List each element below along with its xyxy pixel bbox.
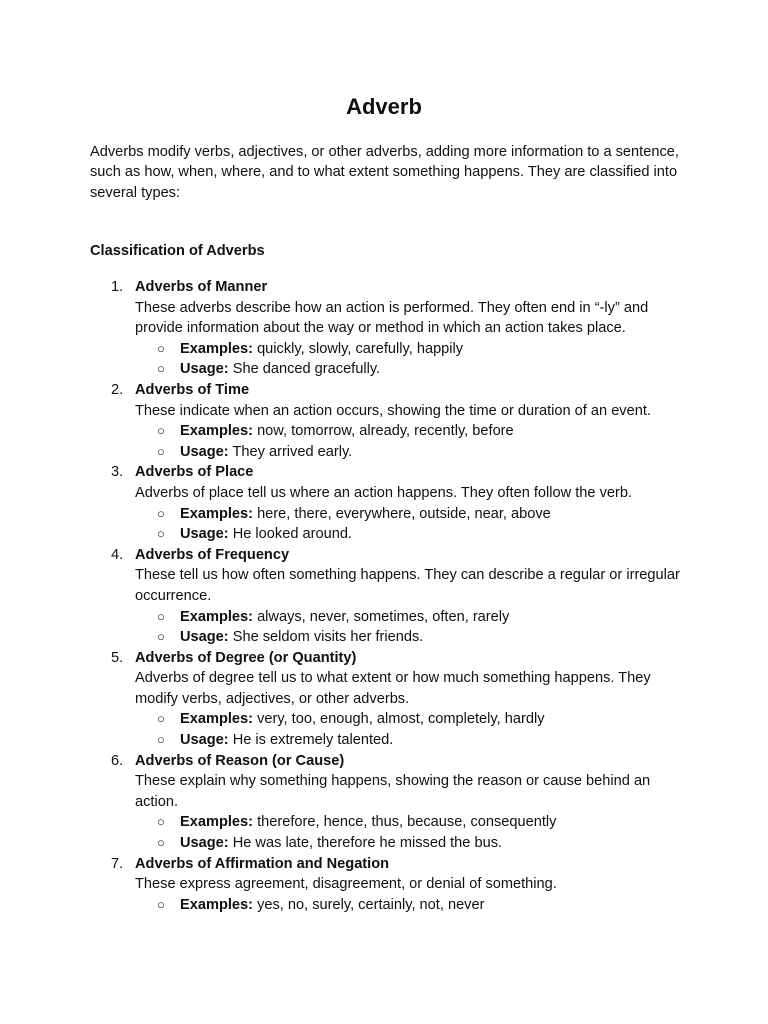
usage-text: He was late, therefore he missed the bus.	[228, 835, 503, 852]
usage-label: Usage:	[180, 835, 229, 852]
usage-row	[135, 359, 690, 380]
usage-text: He looked around.	[228, 526, 352, 543]
hollow-bullet-icon: ○	[157, 505, 165, 521]
hollow-bullet-icon: ○	[157, 896, 165, 912]
detail-list	[135, 895, 690, 916]
adverb-type-description: These explain why something happens, showing the reason or cause behind an action.	[135, 773, 651, 810]
list-item	[90, 545, 690, 648]
list-item	[90, 462, 690, 544]
usage-row	[135, 833, 690, 854]
adverb-type-name: Adverbs of Affirmation and Negation	[135, 855, 390, 872]
detail-list	[135, 709, 690, 750]
usage-text: She seldom visits her friends.	[228, 629, 424, 646]
usage-row	[135, 627, 690, 648]
detail-list	[135, 421, 690, 462]
adverb-type-description: These express agreement, disagreement, or denial of something.	[135, 876, 557, 893]
adverb-type-name: Adverbs of Manner	[135, 279, 268, 295]
list-item-number: 3.	[111, 464, 124, 481]
list-item-number: 6.	[111, 752, 124, 769]
adverb-type-name: Adverbs of Place	[135, 464, 254, 481]
list-item-number: 7.	[111, 855, 124, 872]
hollow-bullet-icon: ○	[157, 629, 165, 645]
adverb-type-description: These indicate when an action occurs, showing the time or duration of an event.	[135, 402, 651, 419]
adverb-type-name: Adverbs of Frequency	[135, 546, 290, 563]
adverb-type-description: These adverbs describe how an action is performed. They often end in “-ly” and provide information about the way or method in which an action takes place.	[135, 299, 649, 337]
examples-label: Examples:	[180, 505, 254, 522]
list-item	[90, 380, 690, 462]
adverb-type-description: These tell us how often something happens. They can describe a regular or irregular occurrence.	[135, 567, 680, 604]
examples-label: Examples:	[180, 896, 254, 913]
adverb-type-name: Adverbs of Reason (or Cause)	[135, 752, 345, 769]
detail-list	[135, 812, 690, 853]
usage-text: They arrived early.	[228, 443, 353, 460]
detail-list	[135, 607, 690, 648]
section-heading: Classification of Adverbs	[90, 243, 265, 259]
list-item-number: 5.	[111, 649, 124, 666]
examples-text: here, there, everywhere, outside, near, above	[253, 505, 551, 522]
examples-text: very, too, enough, almost, completely, hardly	[253, 711, 545, 728]
examples-label: Examples:	[180, 814, 254, 831]
adverb-types-list	[90, 277, 690, 915]
adverb-type-name: Adverbs of Time	[135, 381, 250, 398]
hollow-bullet-icon: ○	[157, 814, 165, 830]
usage-text: She danced gracefully.	[228, 361, 381, 378]
hollow-bullet-icon: ○	[157, 526, 165, 542]
examples-row	[135, 895, 690, 916]
examples-label: Examples:	[180, 608, 254, 625]
intro-paragraph: Adverbs modify verbs, adjectives, or other adverbs, adding more information to a sentence, such as how, when, where, and to what extent something happens. They are classified into several types:	[90, 144, 679, 201]
hollow-bullet-icon: ○	[157, 732, 165, 748]
hollow-bullet-icon: ○	[157, 835, 165, 851]
detail-list	[135, 339, 690, 380]
hollow-bullet-icon: ○	[157, 711, 165, 727]
page-title: Adverb	[346, 94, 422, 119]
list-item	[90, 277, 690, 380]
list-item-number: 1.	[111, 279, 124, 295]
list-item	[90, 854, 690, 916]
hollow-bullet-icon: ○	[157, 608, 165, 624]
hollow-bullet-icon: ○	[157, 340, 165, 356]
usage-label: Usage:	[180, 443, 229, 460]
examples-row	[135, 339, 690, 360]
list-item	[90, 648, 690, 751]
examples-row	[135, 504, 690, 525]
usage-label: Usage:	[180, 732, 229, 749]
examples-text: always, never, sometimes, often, rarely	[253, 608, 510, 625]
usage-row	[135, 442, 690, 463]
examples-row	[135, 607, 690, 628]
usage-label: Usage:	[180, 361, 229, 378]
examples-label: Examples:	[180, 423, 254, 440]
examples-text: now, tomorrow, already, recently, before	[253, 423, 514, 440]
list-item	[90, 751, 690, 854]
adverb-type-description: Adverbs of degree tell us to what extent or how much something happens. They modify verbs, adjectives, or other adverbs.	[135, 670, 651, 707]
examples-row	[135, 421, 690, 442]
examples-row	[135, 812, 690, 833]
list-item-number: 2.	[111, 381, 124, 398]
examples-text: quickly, slowly, carefully, happily	[253, 340, 464, 357]
examples-label: Examples:	[180, 711, 254, 728]
usage-row	[135, 730, 690, 751]
examples-row	[135, 709, 690, 730]
examples-label: Examples:	[180, 340, 254, 357]
adverb-type-description: Adverbs of place tell us where an action happens. They often follow the verb.	[135, 484, 633, 501]
usage-text: He is extremely talented.	[228, 732, 394, 749]
hollow-bullet-icon: ○	[157, 423, 165, 439]
adverb-type-name: Adverbs of Degree (or Quantity)	[135, 649, 357, 666]
detail-list	[135, 504, 690, 545]
usage-label: Usage:	[180, 526, 229, 543]
usage-row	[135, 524, 690, 545]
examples-text: yes, no, surely, certainly, not, never	[253, 896, 485, 913]
usage-label: Usage:	[180, 629, 229, 646]
list-item-number: 4.	[111, 546, 124, 563]
examples-text: therefore, hence, thus, because, consequently	[253, 814, 557, 831]
hollow-bullet-icon: ○	[157, 443, 165, 459]
hollow-bullet-icon: ○	[157, 361, 165, 377]
